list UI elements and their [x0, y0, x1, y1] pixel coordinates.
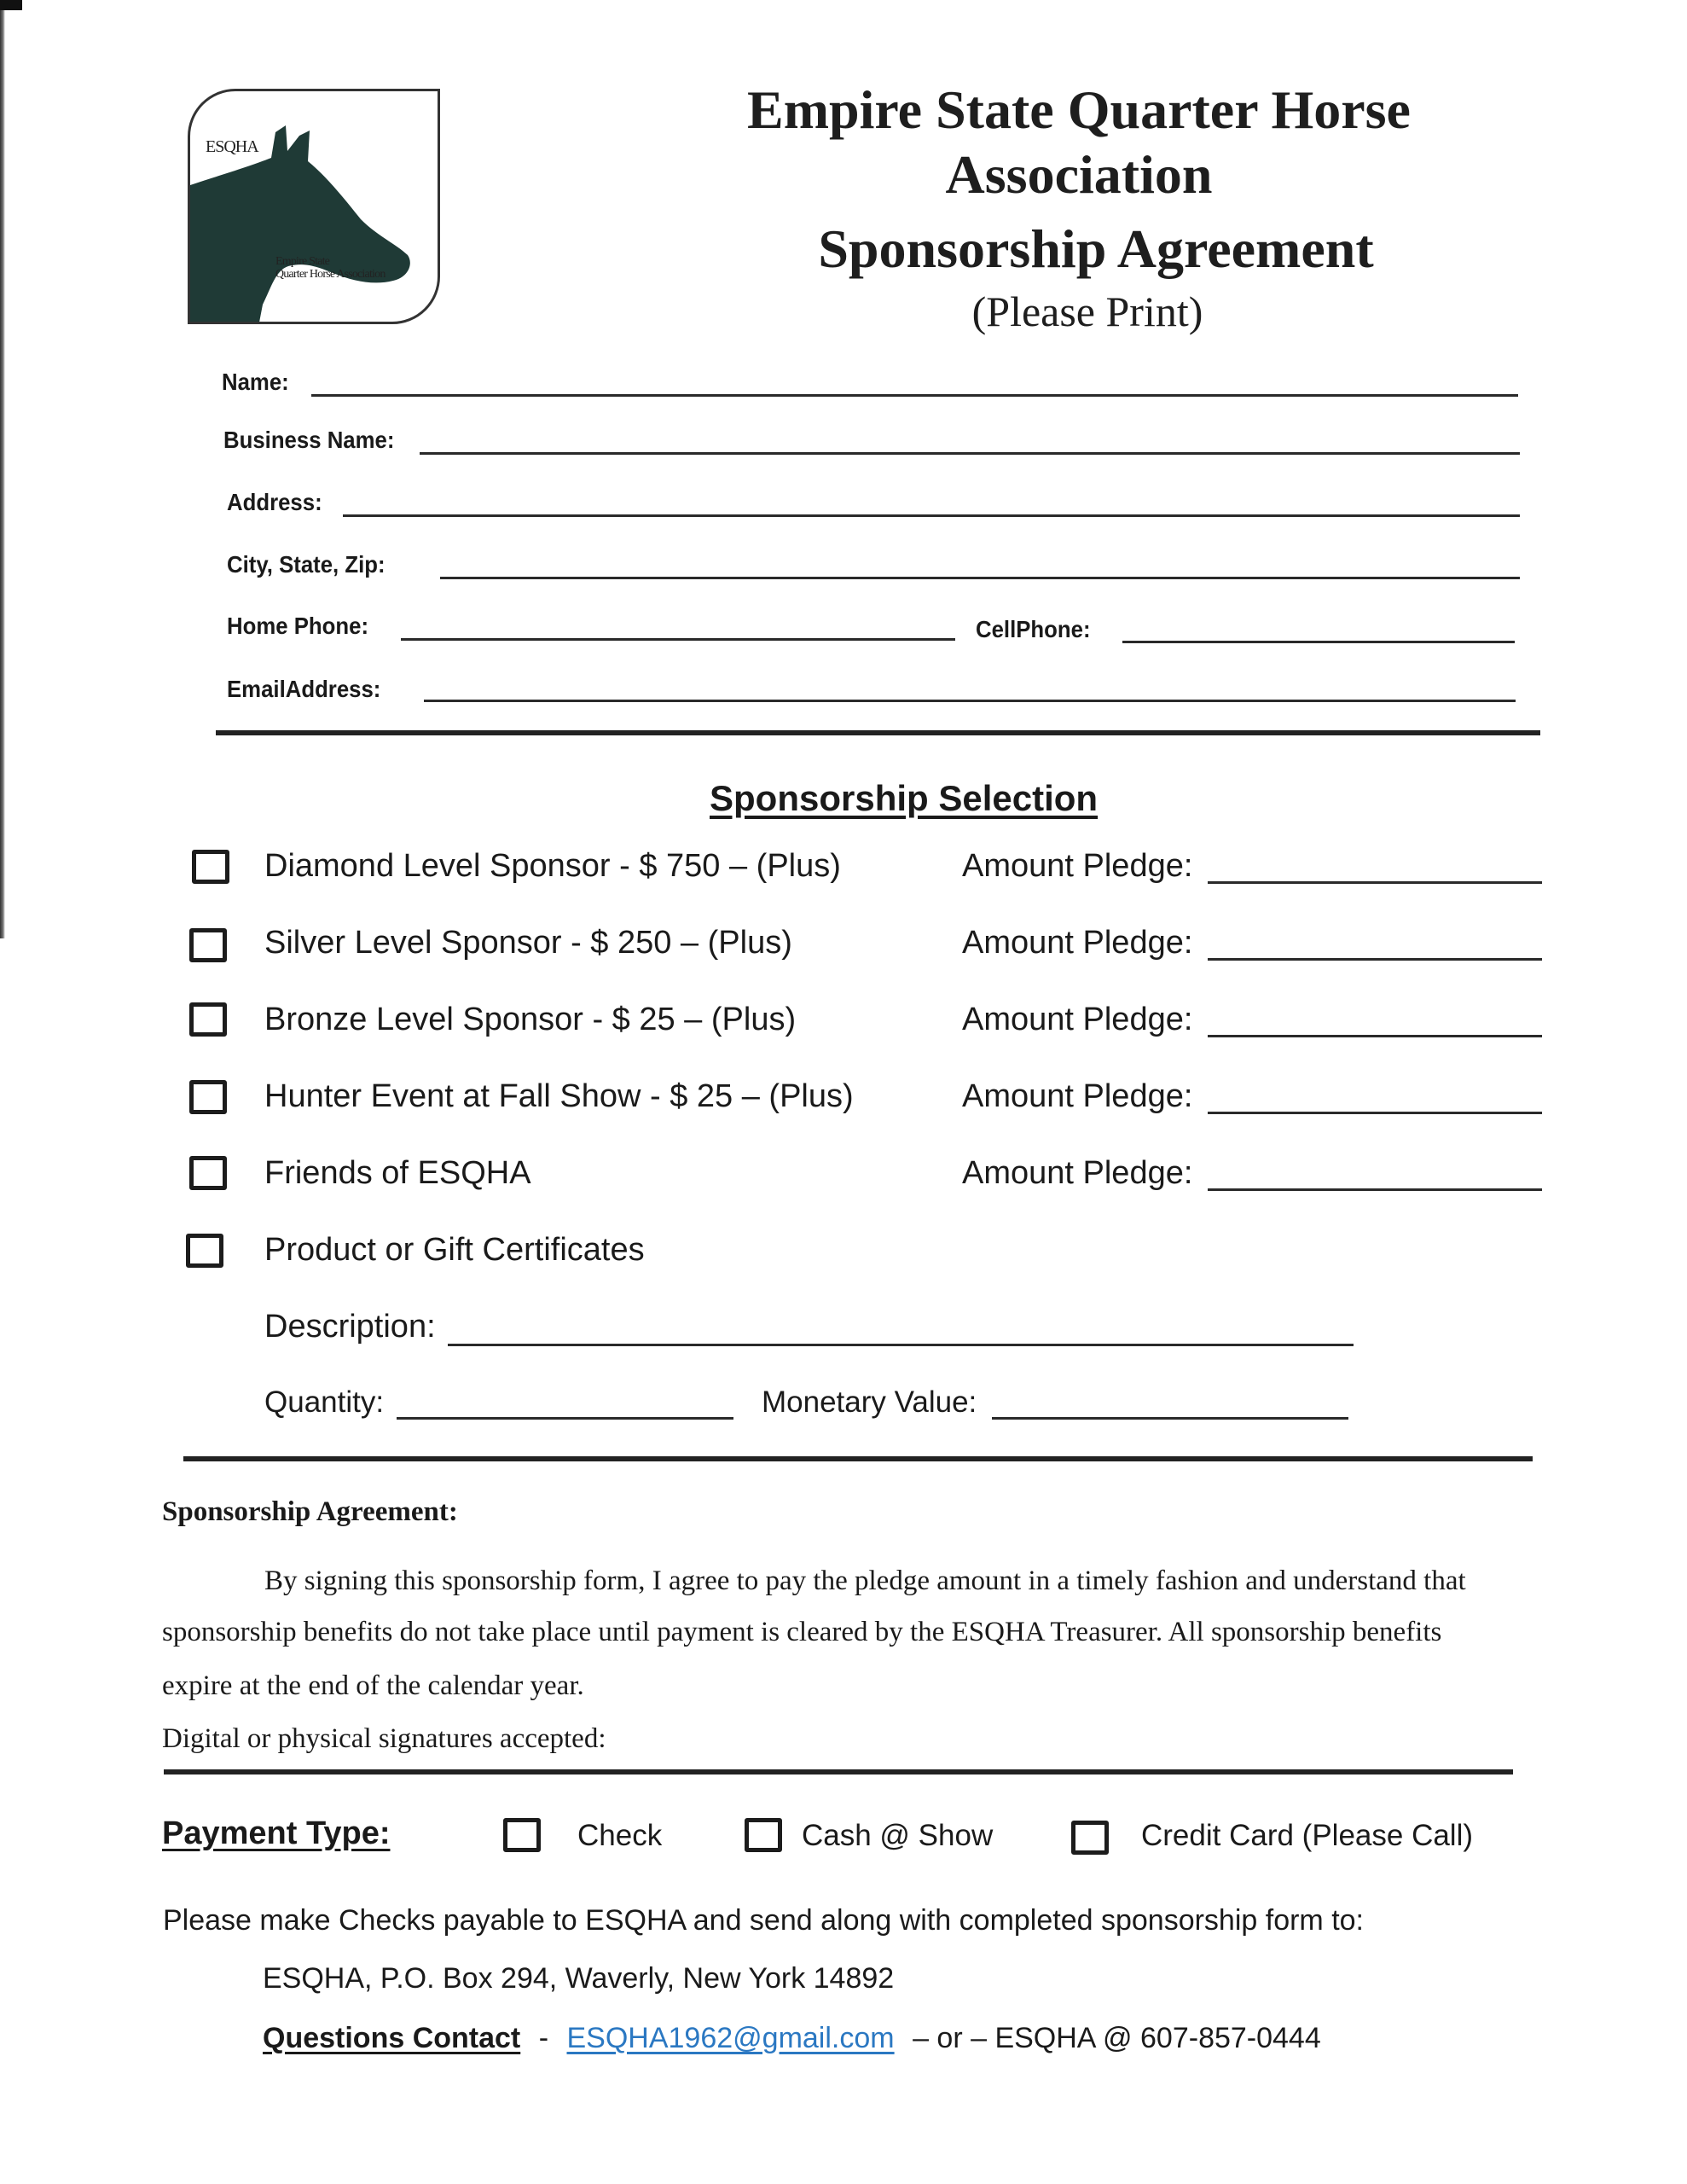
friends-option-label: Friends of ESQHA — [264, 1155, 531, 1191]
address-label: Address: — [227, 489, 322, 515]
scan-corner-mark — [0, 0, 22, 10]
bronze-pledge-label: Amount Pledge: — [962, 1002, 1193, 1037]
monetary-value-field[interactable] — [992, 1417, 1348, 1420]
home-phone-field[interactable] — [401, 638, 955, 641]
signature-line[interactable] — [164, 1769, 1513, 1774]
agreement-title: Sponsorship Agreement: — [162, 1496, 458, 1527]
check-label: Check — [577, 1819, 663, 1852]
payment-type-title: Payment Type: — [162, 1815, 391, 1851]
email-link[interactable]: ESQHA1962@gmail.com — [566, 2022, 895, 2054]
business-name-label: Business Name: — [223, 427, 395, 453]
cell-phone-label: CellPhone: — [976, 616, 1091, 642]
check-instructions: Please make Checks payable to ESQHA and send along with completed sponsorship form to: — [163, 1904, 1364, 1937]
address-field[interactable] — [343, 514, 1520, 517]
esqha-logo — [188, 89, 440, 324]
product-gift-checkbox[interactable] — [186, 1234, 223, 1268]
page-title-line2: Association — [945, 144, 1213, 205]
credit-card-checkbox[interactable] — [1071, 1821, 1109, 1855]
diamond-option-label: Diamond Level Sponsor - $ 750 – (Plus) — [264, 848, 841, 884]
questions-contact-label: Questions Contact — [263, 2022, 521, 2054]
cash-at-show-label: Cash @ Show — [802, 1819, 994, 1852]
credit-card-label: Credit Card (Please Call) — [1141, 1819, 1474, 1852]
hunter-event-option-label: Hunter Event at Fall Show - $ 25 – (Plus) — [264, 1078, 854, 1114]
sponsorship-selection-title: Sponsorship Selection — [710, 778, 1099, 818]
friends-pledge-label: Amount Pledge: — [962, 1155, 1193, 1191]
logo-subtitle-line2: Quarter Horse Association — [275, 268, 386, 281]
city-state-zip-label: City, State, Zip: — [227, 551, 386, 578]
hunter-event-checkbox[interactable] — [189, 1080, 227, 1114]
product-gift-option-label: Product or Gift Certificates — [264, 1232, 645, 1268]
mailing-address: ESQHA, P.O. Box 294, Waverly, New York 14892 — [263, 1962, 895, 1995]
section-divider — [216, 730, 1540, 735]
description-field[interactable] — [448, 1344, 1354, 1346]
monetary-value-label: Monetary Value: — [762, 1385, 977, 1419]
logo-subtitle-line1: Empire State — [275, 255, 330, 268]
friends-checkbox[interactable] — [189, 1156, 227, 1190]
email-field[interactable] — [424, 700, 1516, 702]
section-divider — [183, 1456, 1533, 1461]
diamond-checkbox[interactable] — [192, 850, 229, 884]
bronze-checkbox[interactable] — [189, 1002, 227, 1037]
check-checkbox[interactable] — [503, 1818, 541, 1852]
diamond-pledge-label: Amount Pledge: — [962, 848, 1193, 884]
home-phone-label: Home Phone: — [227, 613, 369, 639]
business-name-field[interactable] — [420, 452, 1520, 455]
friends-pledge-field[interactable] — [1208, 1188, 1542, 1191]
bronze-option-label: Bronze Level Sponsor - $ 25 – (Plus) — [264, 1002, 797, 1037]
logo-subtitle — [275, 255, 386, 281]
phone-contact: – or – ESQHA @ 607-857-0444 — [913, 2022, 1321, 2054]
quantity-label: Quantity: — [264, 1385, 385, 1419]
silver-option-label: Silver Level Sponsor - $ 250 – (Plus) — [264, 925, 792, 961]
hunter-event-pledge-label: Amount Pledge: — [962, 1078, 1193, 1114]
agreement-text-line1: By signing this sponsorship form, I agree to pay the pledge amount in a timely fashion and understand that — [264, 1565, 1466, 1596]
logo-acronym: ESQHA — [206, 137, 258, 156]
agreement-text-line2: sponsorship benefits do not take place until payment is cleared by the ESQHA Treasurer. All sponsorship benefits — [162, 1617, 1442, 1647]
agreement-text-line3: expire at the end of the calendar year. — [162, 1670, 584, 1701]
diamond-pledge-field[interactable] — [1208, 881, 1542, 884]
scan-edge-shadow — [0, 0, 5, 938]
hunter-event-pledge-field[interactable] — [1208, 1112, 1542, 1114]
quantity-field[interactable] — [397, 1417, 733, 1420]
name-field[interactable] — [311, 394, 1518, 397]
name-label: Name: — [222, 369, 289, 395]
cash-at-show-checkbox[interactable] — [745, 1818, 782, 1852]
silver-pledge-field[interactable] — [1208, 958, 1542, 961]
page-title-line3: Sponsorship Agreement — [818, 218, 1374, 279]
signature-label: Digital or physical signatures accepted: — [162, 1723, 606, 1754]
cell-phone-field[interactable] — [1122, 641, 1515, 643]
silver-checkbox[interactable] — [189, 928, 227, 962]
questions-contact-row — [263, 2022, 1321, 2055]
horse-head-icon — [190, 91, 440, 324]
city-state-zip-field[interactable] — [440, 577, 1520, 579]
description-label: Description: — [264, 1309, 436, 1345]
email-label: EmailAddress: — [227, 676, 381, 702]
page-title-line1: Empire State Quarter Horse — [747, 79, 1411, 140]
silver-pledge-label: Amount Pledge: — [962, 925, 1193, 961]
page-subtitle: (Please Print) — [971, 288, 1203, 335]
bronze-pledge-field[interactable] — [1208, 1035, 1542, 1037]
dash-separator: - — [538, 2022, 549, 2054]
